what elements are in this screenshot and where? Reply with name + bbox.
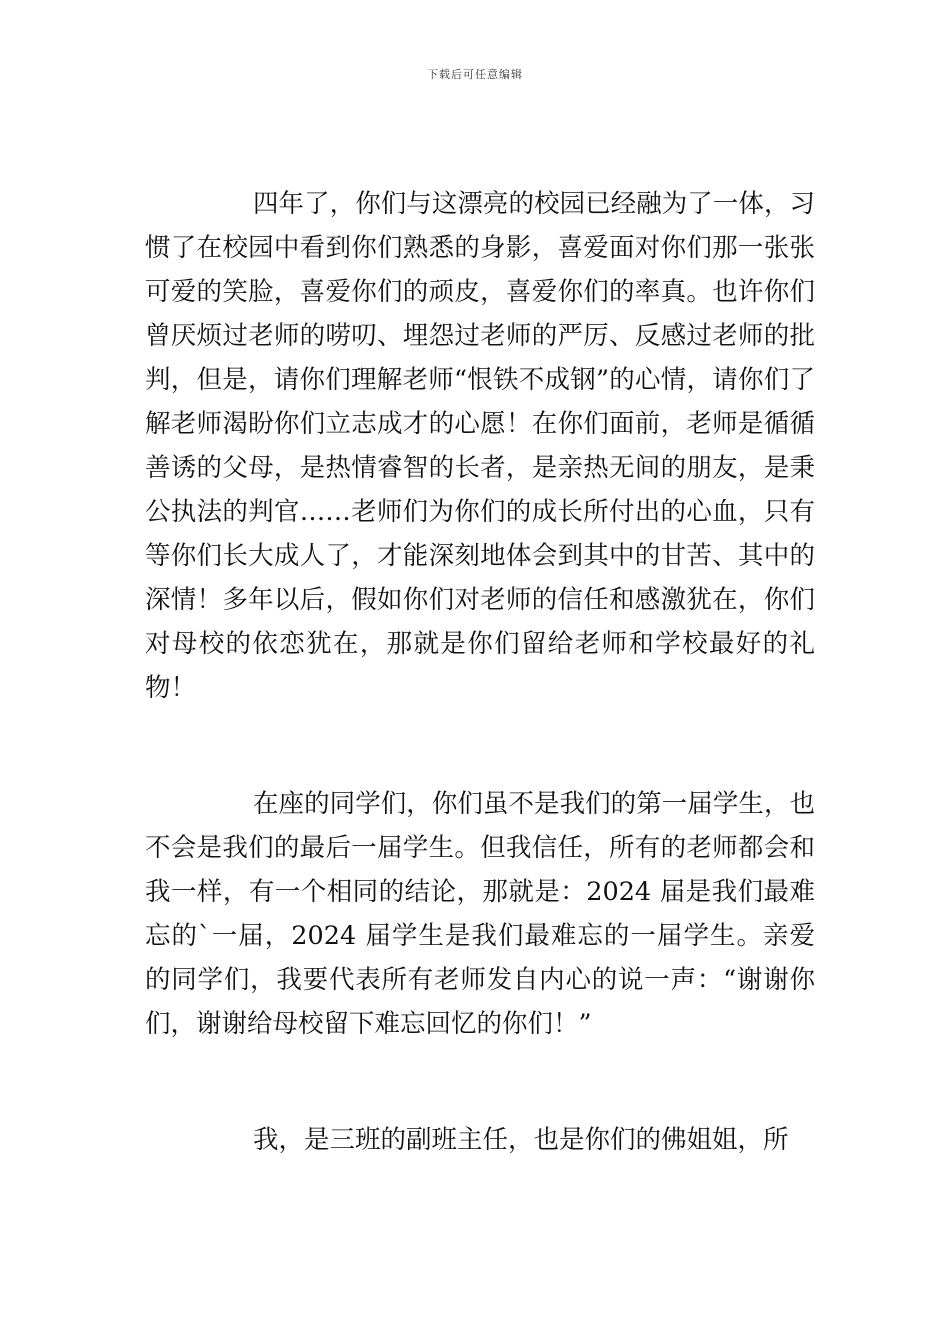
page-header-note: 下载后可任意编辑: [427, 68, 523, 81]
paragraph-1: 四年了，你们与这漂亮的校园已经融为了一体，习惯了在校园中看到你们熟悉的身影，喜爱面对你们那一张张可爱的笑脸，喜爱你们的顽皮，喜爱你们的率真。也许你们曾厌烦过老师的唠叨、埋怨过老师的严厉、反感过老师的批判，但是，请你们理解老师“恨铁不成钢”的心情，请你们了解老师渴盼你们立志成才的心愿！在你们面前，老师是循循善诱的父母，是热情睿智的长者，是亲热无间的朋友，是秉公执法的判官……老师们为你们的成长所付出的心血，只有等你们长大成人了，才能深刻地体会到其中的甘苦、其中的深情！多年以后，假如你们对老师的信任和感激犹在，你们对母校的依恋犹在，那就是你们留给老师和学校最好的礼物！: [145, 189, 815, 703]
document-body: [145, 182, 815, 1162]
paragraph-2: 在座的同学们，你们虽不是我们的第一届学生，也不会是我们的最后一届学生。但我信任，所有的老师都会和我一样，有一个相同的结论，那就是：2024 届是我们最难忘的`一届，2024 届学生是我们最难忘的一届学生。亲爱的同学们，我要代表所有老师发自内心的说一声：“谢谢你们，谢谢给母校留下难忘回忆的你们！”: [145, 789, 815, 1039]
paragraph-3: 我，是三班的副班主任，也是你们的佛姐姐，所: [253, 1125, 789, 1155]
